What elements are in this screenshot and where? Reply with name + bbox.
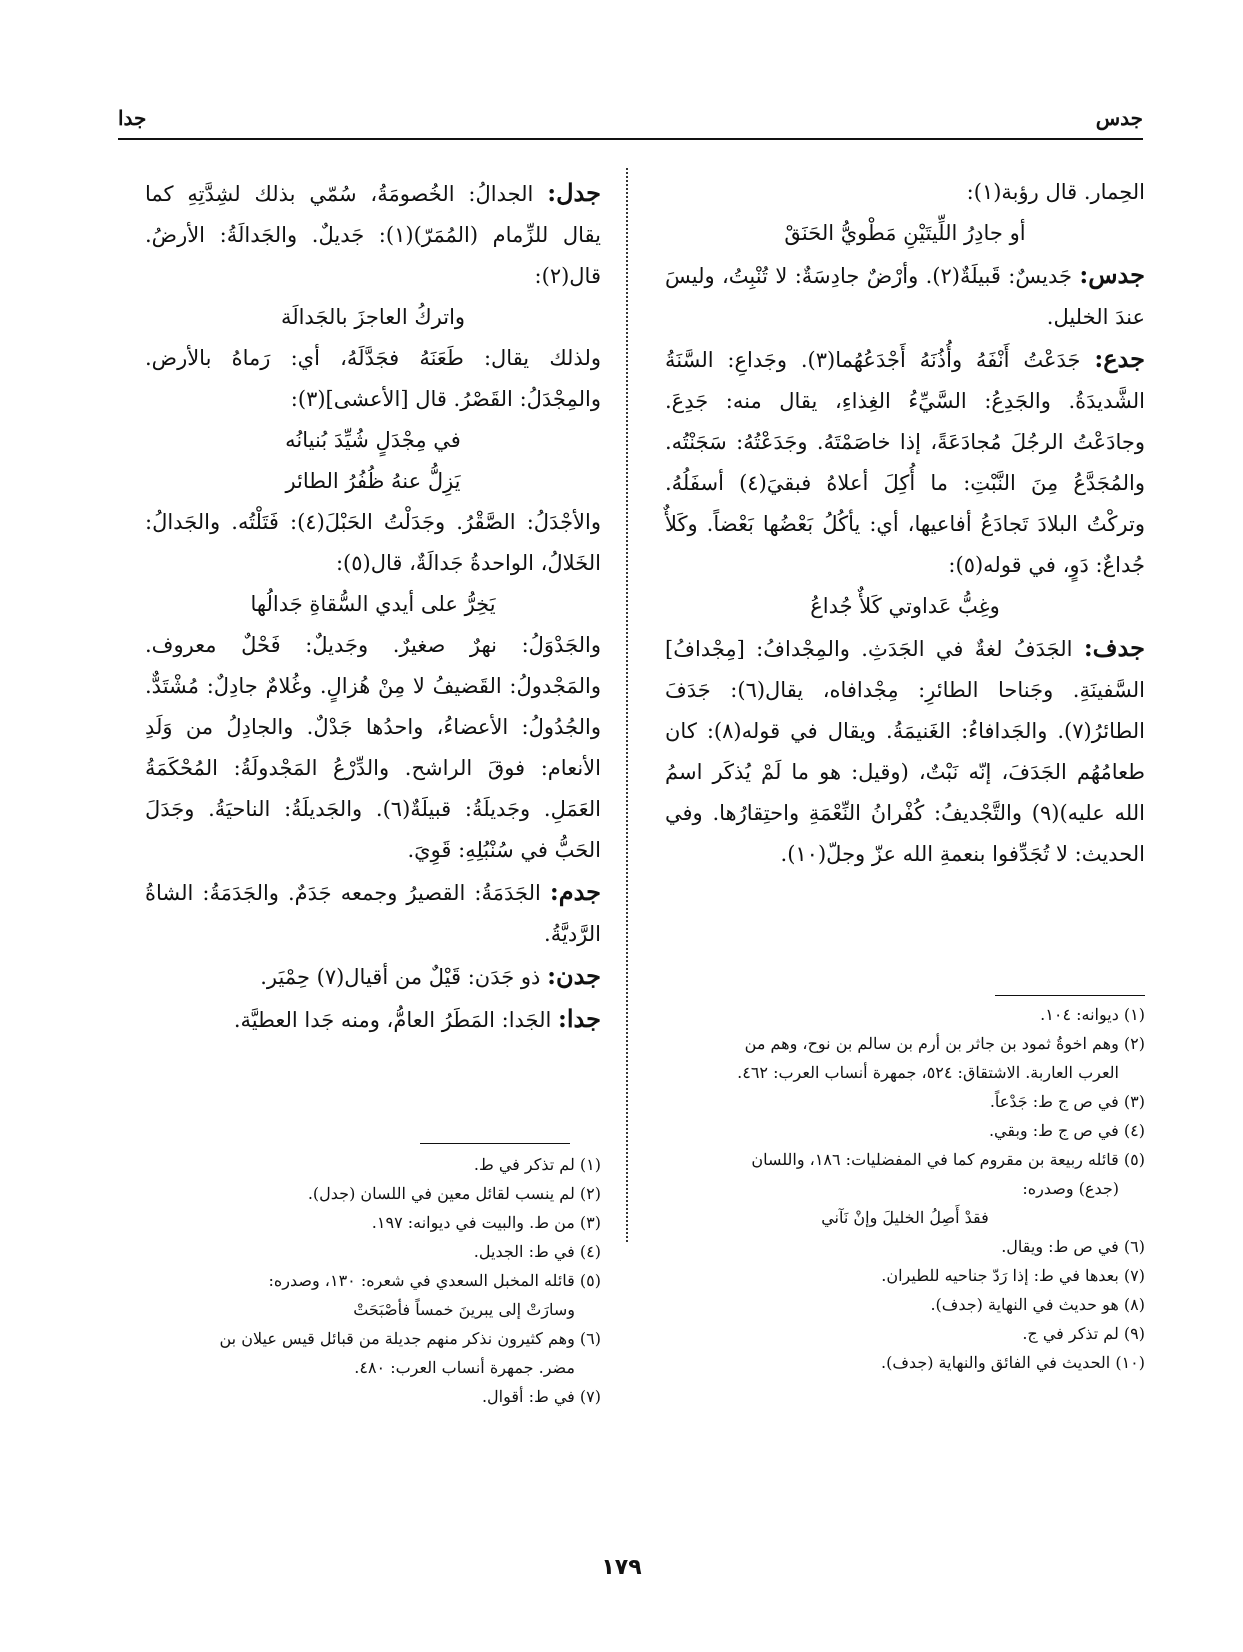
entry-text: ولذلك يقال: طَعَنَهُ فجَدَّلَهُ، أي: رَماهُ بالأرض. والمِجْدَلُ: القَصْرُ. قال [الأعشى](٣): <box>145 346 601 411</box>
entry-text: يَزِلُّ عنهُ ظُفُرُ الطائر <box>285 469 461 493</box>
footnote: (٥) قائله ربيعة بن مقروم كما في المفضليات: ١٨٦، واللسان <box>751 1150 1145 1169</box>
right-footnotes <box>665 1000 1145 1377</box>
entry-headword: جدس: <box>1079 260 1145 289</box>
header-left-keyword: جدا <box>118 106 147 130</box>
right-column <box>665 172 1145 875</box>
entry-text: الجَدا: المَطَرُ العامُّ، ومنه جَدا العطيَّة. <box>233 1008 552 1032</box>
footnote: (٥) قائله المخبل السعدي في شعره: ١٣٠، وصدره: <box>268 1271 601 1290</box>
entry-text: جَدَعْتُ أَنْفَهُ وأُذُنَهُ أَجْدَعُهُما(٣). وجَداعِ: السَّنَةُ الشَّديدَةُ. والجَدِعُ: السَّيِّءُ الغِذاءِ، يقال منه: جَدِعَ. وجادَعْتُ الرجُلَ مُجادَعَةً، إذا خاصَمْتَهُ. وجَدَعْتُهُ: سَجَنْتُه. والمُجَدَّعُ مِنَ النَّبْتِ: ما أُكِلَ أعلاهُ فبقيَ(٤) أسفَلُهُ. وتركْتُ البلادَ تَجادَعُ أفاعيها، أي: يأكُلُ بَعْضُها بَعْضاً. وكَلأٌ جُداعٌ: دَوٍ، في قوله(٥): <box>665 348 1145 577</box>
entry-headword: جدع: <box>1094 344 1145 373</box>
entry-text: أو جادِرُ اللِّيتَيْنِ مَطْويُّ الحَنَقْ <box>784 221 1026 245</box>
entry-headword: جدا: <box>558 1004 601 1033</box>
footnote-verse: فقدْ أَصِلُ الخليلَ وإنْ نَآني <box>821 1208 989 1227</box>
dictionary-entry <box>665 254 1145 338</box>
footnote-continuation: مضر. جمهرة أنساب العرب: ٤٨٠. <box>354 1358 575 1377</box>
footnote: (٨) هو حديث في النهاية (جدف). <box>930 1295 1145 1314</box>
header-right-keyword: جدس <box>1095 106 1143 130</box>
entry-paragraph <box>145 502 601 584</box>
dictionary-entry <box>145 955 601 998</box>
entry-headword: جدل: <box>547 178 601 207</box>
entry-text: الجَدَمَةُ: القصيرُ وجمعه جَدَمٌ. والجَدَمَةُ: الشاةُ الرَّديَّةُ. <box>145 881 601 946</box>
footnote: (٤) في ط: الجديل. <box>473 1242 601 1261</box>
dictionary-entry <box>665 627 1145 875</box>
footnote: (٣) من ط. والبيت في ديوانه: ١٩٧. <box>371 1213 601 1232</box>
footnote: (١) ديوانه: ١٠٤. <box>1040 1005 1145 1024</box>
footnote: (٢) لم ينسب لقائل معين في اللسان (جدل). <box>307 1184 601 1203</box>
verse-line <box>665 213 1145 254</box>
entry-text: وغِبُّ عَداوتي كَلأٌ جُداعُ <box>810 594 1000 618</box>
entry-text: الحِمار. قال رؤبة(١): <box>966 180 1145 204</box>
right-footnote-rule <box>995 995 1145 996</box>
footnote: (٤) في ص ج ط: وبقي. <box>988 1121 1145 1140</box>
footnote: (١) لم تذكر في ط. <box>473 1155 601 1174</box>
running-header <box>118 106 1143 140</box>
entry-text: الجدالُ: الخُصومَةُ، سُمّي بذلك لشِدَّتِهِ كما يقال للزِّمام (المُمَرّ)(١): جَديلٌ. والجَدالَةُ: الأرضُ. قال(٢): <box>145 182 601 288</box>
page-number: ١٧٩ <box>601 1555 642 1580</box>
footnote: (٧) بعدها في ط: إذا رَدّ جناحيه للطيران. <box>881 1266 1145 1285</box>
entry-text: والجَدْوَلُ: نهرٌ صغيرٌ. وجَديلٌ: فَحْلٌ معروف. والمَجْدولُ: القَضيفُ لا مِنْ هُزالٍ. وغُلامٌ جادِلٌ: مُشْتَدٌّ. والجُدُولُ: الأعضاءُ، واحدُها جَدْلٌ. والجادِلُ من وَلَدِ الأنعام: فوقَ الراشح. والدِّرْعُ المَجْدولَةُ: المُحْكَمَةُ العَمَلِ. وجَديلَةُ: قبيلَةٌ(٦). والجَديلَةُ: الناحيَةُ. وجَدَلَ الحَبُّ في سُنْبُلِهِ: قَوِيَ. <box>145 633 602 862</box>
entry-text: يَخِرُّ على أيدي السُّقاةِ جَدالُها <box>250 592 496 616</box>
entry-text: واتركُ العاجزَ بالجَدالَة <box>280 305 466 329</box>
dictionary-entry <box>145 871 601 955</box>
footnote: (٢) وهم اخوةُ ثمود بن جاثر بن أرم بن سالم بن نوح، وهم من <box>744 1034 1145 1053</box>
footnote: (٦) في ص ط: ويقال. <box>1001 1237 1145 1256</box>
column-divider <box>626 168 628 1242</box>
dictionary-entry <box>145 172 601 297</box>
entry-headword: جدف: <box>1083 633 1145 662</box>
entry-text: الجَدَفُ لغةٌ في الجَدَثِ. والمِجْدافُ: [مِجْدافُ] السَّفينَةِ. وجَناحا الطائرِ: مِجْدافاه، يقال(٦): جَدَفَ الطائرُ(٧). والجَدافاءُ: الغَنيمَةُ. ويقال في قوله(٨): كان طعامُهُم الجَدَفَ، إنّه نَبْتٌ، (وقيل: هو ما لَمْ يُذكَر اسمُ الله عليه)(٩) والتَّجْديفُ: كُفْرانُ النِّعْمَةِ واحتِقارُها. وفي الحديث: لا تُجَدِّفوا بنعمةِ الله عزّ وجلّ(١٠). <box>665 637 1146 866</box>
verse-line <box>145 584 601 625</box>
entry-headword: جدم: <box>549 877 601 906</box>
entry-paragraph <box>665 172 1145 213</box>
footnote: (٣) في ص ج ط: جَدْعاً. <box>989 1092 1145 1111</box>
verse-line <box>145 297 601 338</box>
left-footnote-rule <box>420 1143 570 1144</box>
left-footnotes <box>145 1150 601 1411</box>
entry-text: جَديسٌ: قَبيلَةٌ(٢). وأرْضٌ جادِسَةٌ: لا تُنْبِتُ، وليسَ عندَ الخليل. <box>665 264 1145 329</box>
dictionary-entry <box>145 998 601 1041</box>
footnote: (٧) في ط: أقوال. <box>481 1387 601 1406</box>
dictionary-entry <box>665 338 1145 586</box>
entry-headword: جدن: <box>547 961 601 990</box>
entry-text: والأجْدَلُ: الصَّقْرُ. وجَدَلْتُ الحَبْلَ(٤): فَتَلْتُه. والجَدالُ: الخَلالُ، الواحدةُ جَدالَةٌ، قال(٥): <box>145 510 601 575</box>
footnote-continuation: وسارَتْ إلى يبرينَ خمساً فأصْبَحَتْ <box>353 1300 575 1319</box>
entry-text: في مِجْدَلٍ شُيِّدَ بُنيانُه <box>285 428 461 452</box>
footnote-continuation: (جدع) وصدره: <box>1022 1179 1119 1198</box>
verse-line <box>145 420 601 461</box>
footnote: (٦) وهم كثيرون نذكر منهم جديلة من قبائل قيس عيلان بن <box>219 1329 601 1348</box>
footnote: (١٠) الحديث في الفائق والنهاية (جدف). <box>881 1353 1145 1372</box>
entry-text: ذو جَدَن: قَيْلٌ من أقيال(٧) حِمْيَر. <box>260 965 541 989</box>
footnote: (٩) لم تذكر في ج. <box>1022 1324 1145 1343</box>
entry-paragraph <box>145 625 601 871</box>
entry-paragraph <box>145 338 601 420</box>
verse-line <box>145 461 601 502</box>
left-column <box>145 172 601 1041</box>
footnote-continuation: العرب العاربة. الاشتقاق: ٥٢٤، جمهرة أنساب العرب: ٤٦٢. <box>737 1063 1119 1082</box>
verse-line <box>665 586 1145 627</box>
